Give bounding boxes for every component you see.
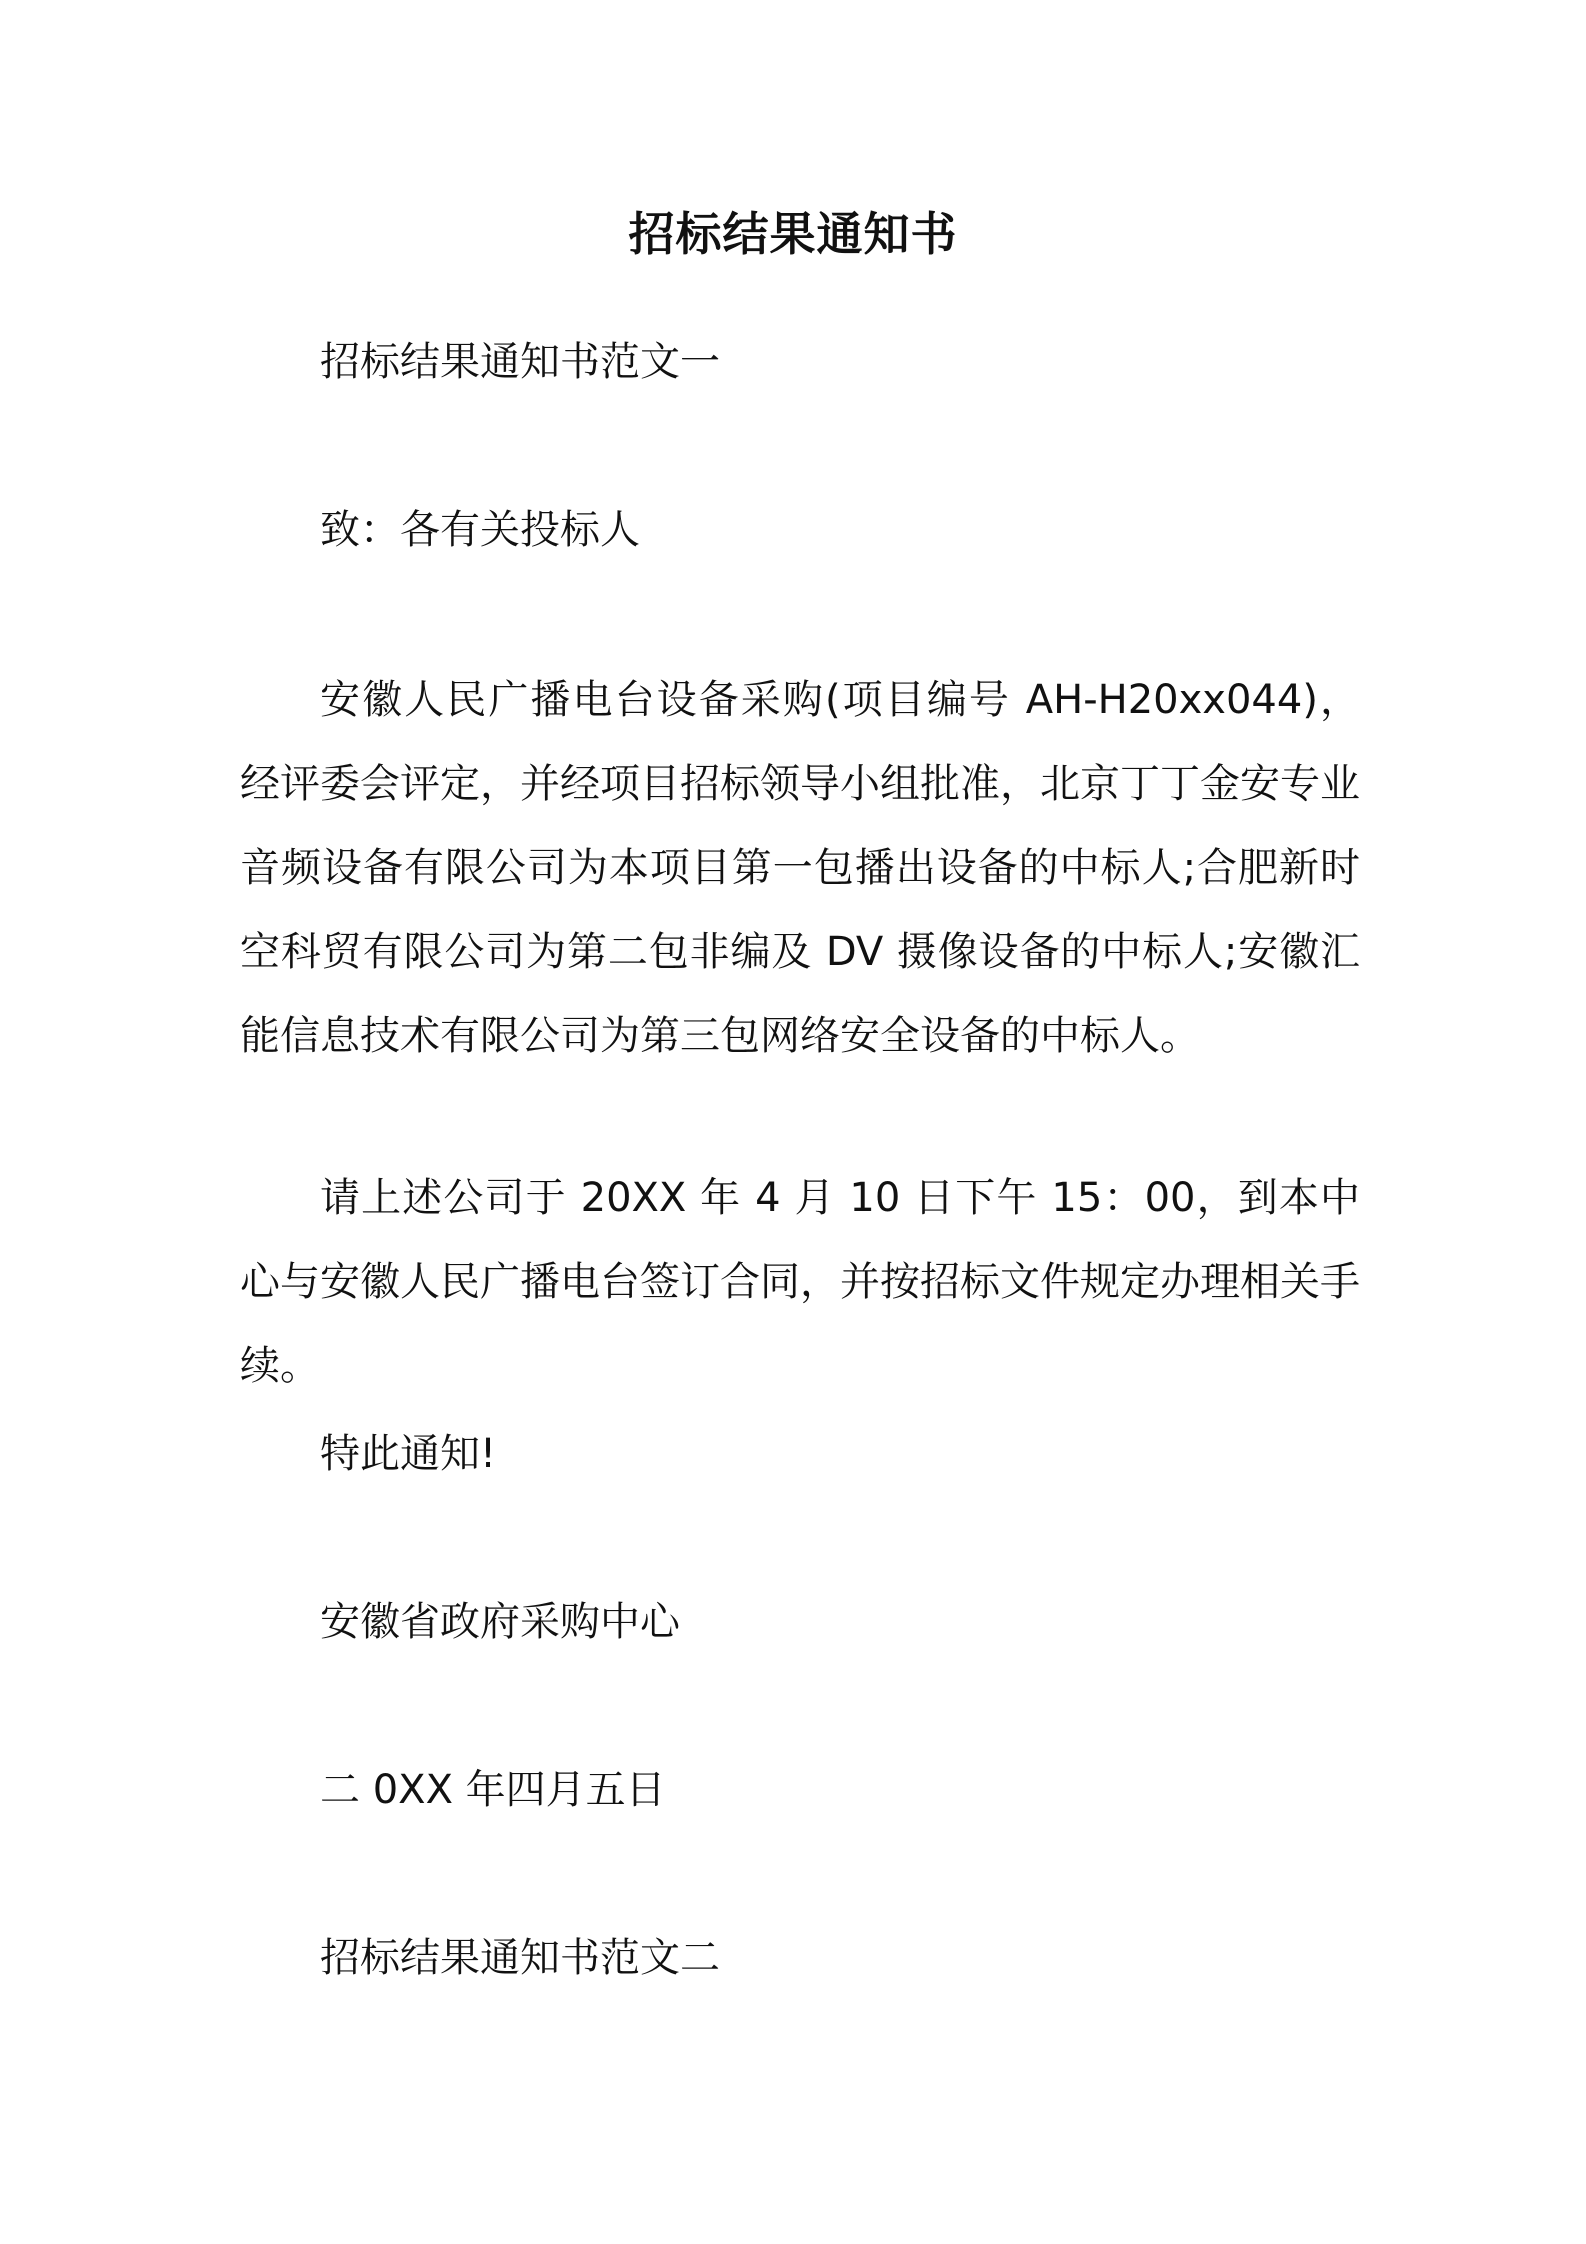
sample2-heading: 招标结果通知书范文二 (320, 1935, 720, 1981)
paragraph-contract-instructions: 请上述公司于 20XX 年 4 月 10 日下午 15：00，到本中心与安徽人民广播电台签订合同，并按招标文件规定办理相关手续。 (240, 1175, 1360, 1389)
closing-remark: 特此通知! (320, 1431, 497, 1477)
sample1-heading: 招标结果通知书范文一 (320, 339, 720, 385)
document-title: 招标结果通知书 (628, 207, 958, 261)
issue-date: 二 0XX 年四月五日 (320, 1767, 666, 1813)
salutation: 致：各有关投标人 (320, 507, 640, 553)
issuer-name: 安徽省政府采购中心 (320, 1599, 680, 1645)
paragraph-award-result: 安徽人民广播电台设备采购(项目编号 AH-H20xx044)，经评委会评定，并经项目招标领导小组批准，北京丁丁金安专业音频设备有限公司为本项目第一包播出设备的中标人;合肥新时空科贸有限公司为第二包非编及 DV 摄像设备的中标人;安徽汇能信息技术有限公司为第三包网络安全设备的中标人。 (240, 677, 1360, 1059)
